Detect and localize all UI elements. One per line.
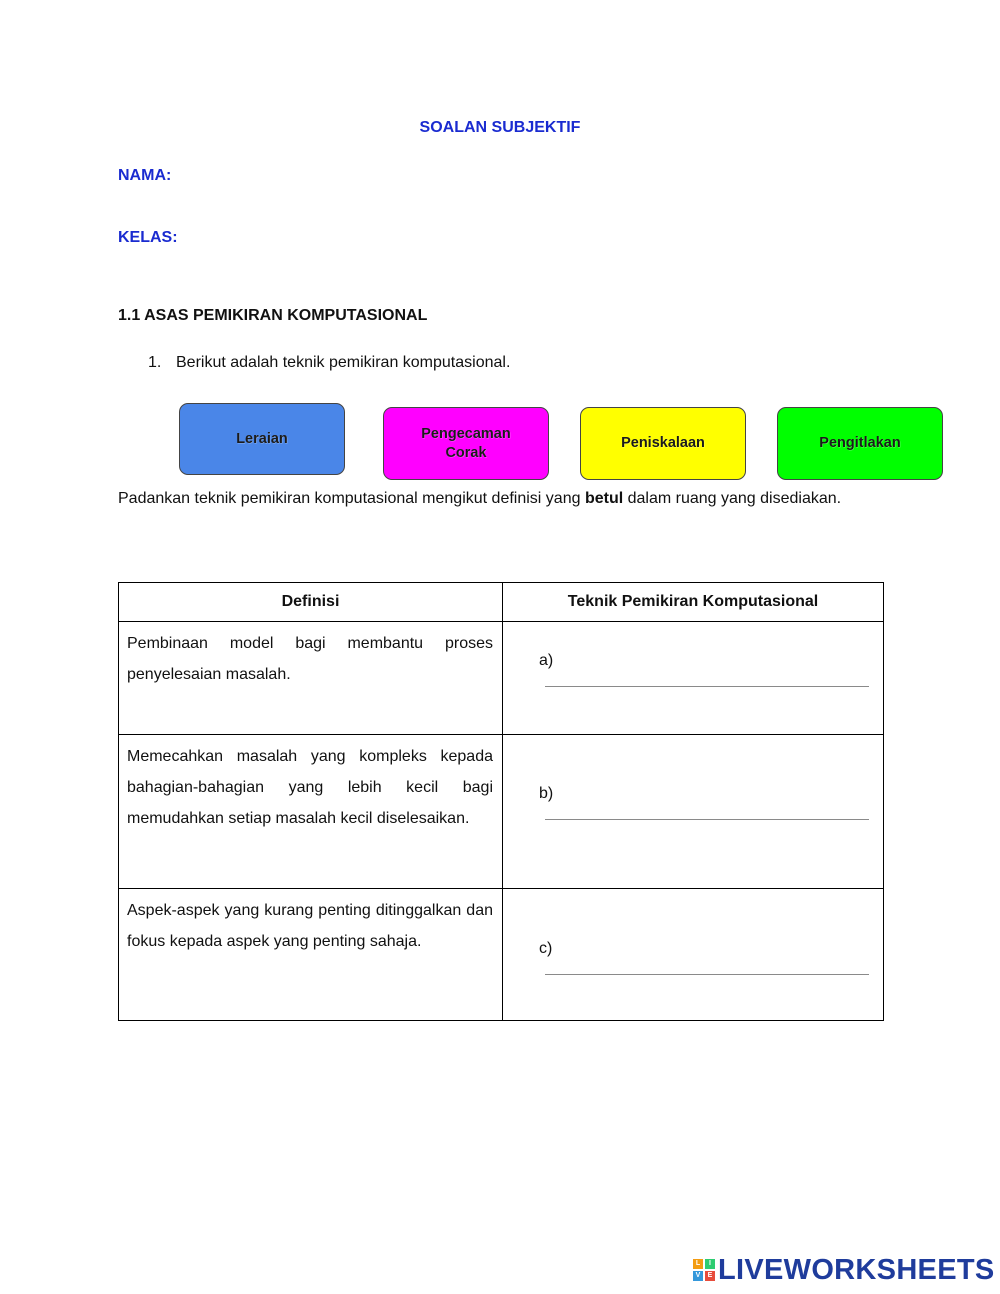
option-label: Pengecaman Corak <box>421 425 511 461</box>
option-chip-pengecaman-corak[interactable] <box>383 407 549 480</box>
table-row <box>119 889 884 1021</box>
option-chip-leraian[interactable] <box>179 403 345 475</box>
header-definisi: Definisi <box>119 583 503 622</box>
logo-text: LIVEWORKSHEETS <box>718 1253 995 1286</box>
nama-label: NAMA: <box>118 167 172 184</box>
question-number: 1. <box>148 354 162 371</box>
definition-cell: Aspek-aspek yang kurang penting ditinggalkan dan fokus kepada aspek yang penting sahaja. <box>119 889 503 1021</box>
answer-cell[interactable] <box>503 889 884 1021</box>
answer-line[interactable] <box>545 819 869 820</box>
question-text: Berikut adalah teknik pemikiran komputasional. <box>176 354 511 371</box>
definition-cell: Memecahkan masalah yang kompleks kepada bahagian-bahagian yang lebih kecil bagi memudahkan setiap masalah kecil diselesaikan. <box>119 735 503 889</box>
question-1 <box>148 354 510 372</box>
answer-cell[interactable] <box>503 735 884 889</box>
table-row <box>119 735 884 889</box>
logo-mark-letter: I <box>705 1259 715 1269</box>
answer-line[interactable] <box>545 974 869 975</box>
instruction-emphasis: betul <box>584 490 624 507</box>
table-header-row <box>119 583 884 622</box>
worksheet-title: SOALAN SUBJEKTIF <box>419 119 581 136</box>
logo-mark-letter: L <box>693 1259 703 1269</box>
kelas-label: KELAS: <box>118 229 178 246</box>
option-label: Peniskalaan <box>621 435 705 451</box>
answer-label: b) <box>539 785 554 802</box>
logo-mark-letter: V <box>693 1271 703 1281</box>
option-chip-pengitlakan[interactable] <box>777 407 943 480</box>
instruction-text <box>118 487 878 511</box>
logo-mark-letter: E <box>705 1271 715 1281</box>
answer-cell[interactable] <box>503 622 884 735</box>
option-label: Leraian <box>236 430 288 447</box>
option-label: Pengitlakan <box>819 435 901 451</box>
matching-table <box>118 582 884 1021</box>
answer-label: c) <box>539 940 553 957</box>
logo-mark-icon <box>693 1259 715 1281</box>
instruction-part: dalam ruang yang disediakan. <box>623 490 842 507</box>
table-row <box>119 622 884 735</box>
answer-line[interactable] <box>545 686 869 687</box>
option-chip-peniskalaan[interactable] <box>580 407 746 480</box>
section-heading: 1.1 ASAS PEMIKIRAN KOMPUTASIONAL <box>118 307 428 324</box>
liveworksheets-logo <box>693 1254 995 1286</box>
instruction-part: Padankan teknik pemikiran komputasional mengikut definisi yang <box>118 490 585 507</box>
definition-cell: Pembinaan model bagi membantu proses penyelesaian masalah. <box>119 622 503 735</box>
answer-label: a) <box>539 652 554 669</box>
header-teknik: Teknik Pemikiran Komputasional <box>503 583 884 622</box>
